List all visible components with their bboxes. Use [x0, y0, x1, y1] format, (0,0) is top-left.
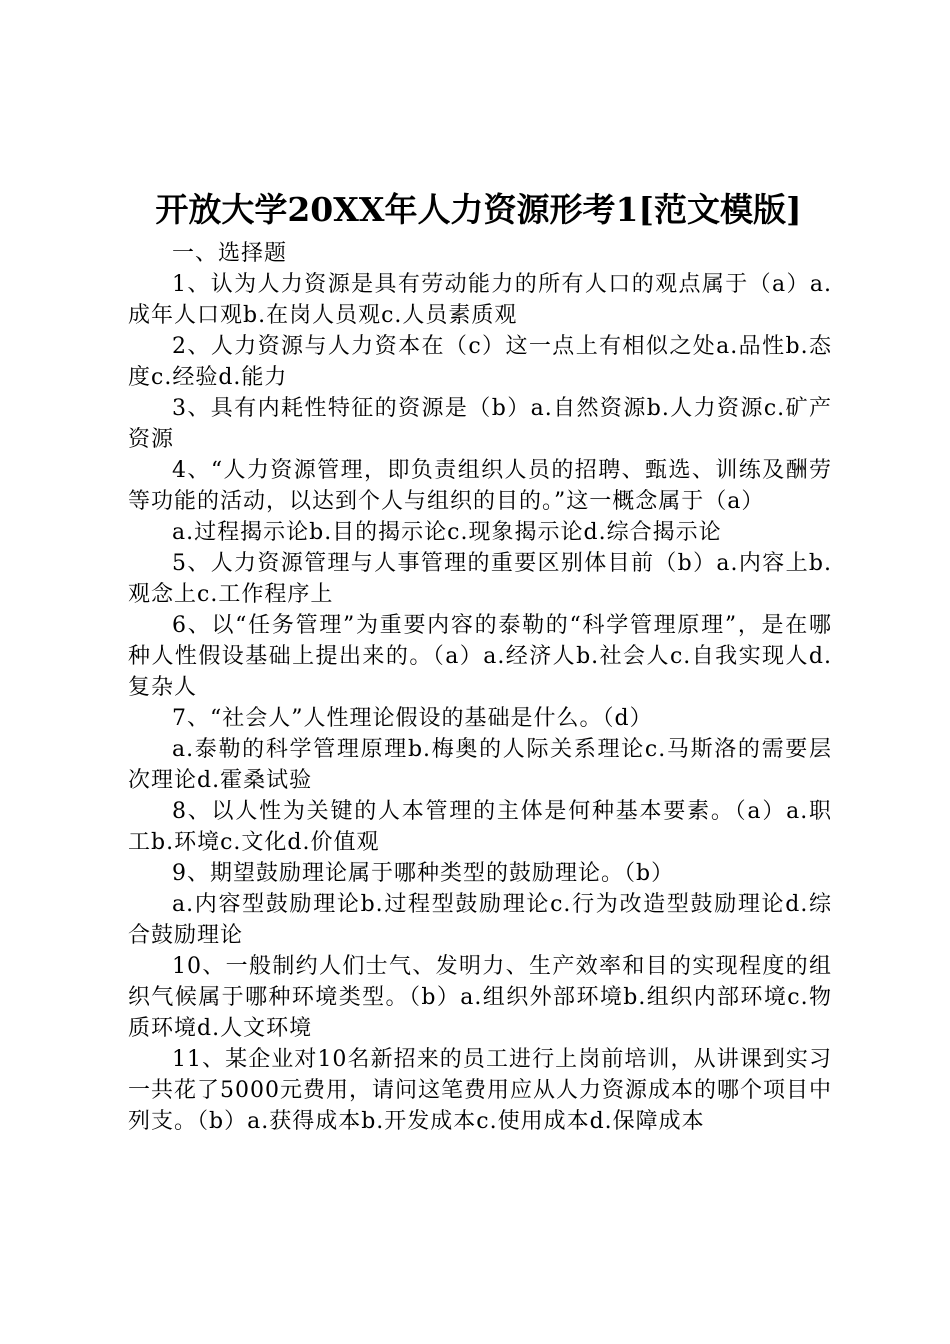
- question-10: 10、一般制约人们士气、发明力、生产效率和目的实现程度的组织气候属于哪种环境类型。（b）a.组织外部环境b.组织内部环境c.物质环境d.人文环境: [128, 954, 832, 1041]
- question-11: 11、某企业对10名新招来的员工进行上岗前培训，从讲课到实习一共花了5000元费用，请问这笔费用应从人力资源成本的哪个项目中列支。（b）a.获得成本b.开发成本c.使用成本d.保障成本: [128, 1047, 832, 1134]
- question-7-options: a.泰勒的科学管理原理b.梅奥的人际关系理论c.马斯洛的需要层次理论d.霍桑试验: [128, 737, 832, 793]
- question-3: 3、具有内耗性特征的资源是（b）a.自然资源b.人力资源c.矿产资源: [128, 396, 832, 452]
- question-8: 8、以人性为关键的人本管理的主体是何种基本要素。（a）a.职工b.环境c.文化d.价值观: [128, 799, 832, 855]
- section-heading: 一、选择题: [172, 241, 288, 266]
- question-4-options: a.过程揭示论b.目的揭示论c.现象揭示论d.综合揭示论: [172, 520, 722, 545]
- question-4: 4、“人力资源管理，即负责组织人员的招聘、甄选、训练及酬劳等功能的活动，以达到个人与组织的目的。”这一概念属于（a）: [128, 458, 832, 514]
- question-9-options: a.内容型鼓励理论b.过程型鼓励理论c.行为改造型鼓励理论d.综合鼓励理论: [128, 892, 832, 948]
- question-7: 7、“社会人”人性理论假设的基础是什么。（d）: [172, 706, 653, 731]
- question-1: 1、认为人力资源是具有劳动能力的所有人口的观点属于（a）a.成年人口观b.在岗人员观c.人员素质观: [128, 272, 832, 328]
- question-9: 9、期望鼓励理论属于哪种类型的鼓励理论。（b）: [172, 861, 675, 886]
- document-title: 开放大学20XX年人力资源形考1[范文模版]: [155, 190, 802, 229]
- question-2: 2、人力资源与人力资本在（c）这一点上有相似之处a.品性b.态度c.经验d.能力: [128, 334, 832, 390]
- question-5: 5、人力资源管理与人事管理的重要区别体目前（b）a.内容上b.观念上c.工作程序上: [128, 551, 832, 607]
- document-page: [128, 188, 832, 1137]
- question-6: 6、以“任务管理”为重要内容的泰勒的“科学管理原理”，是在哪种人性假设基础上提出来的。（a）a.经济人b.社会人c.自我实现人d.复杂人: [128, 613, 832, 700]
